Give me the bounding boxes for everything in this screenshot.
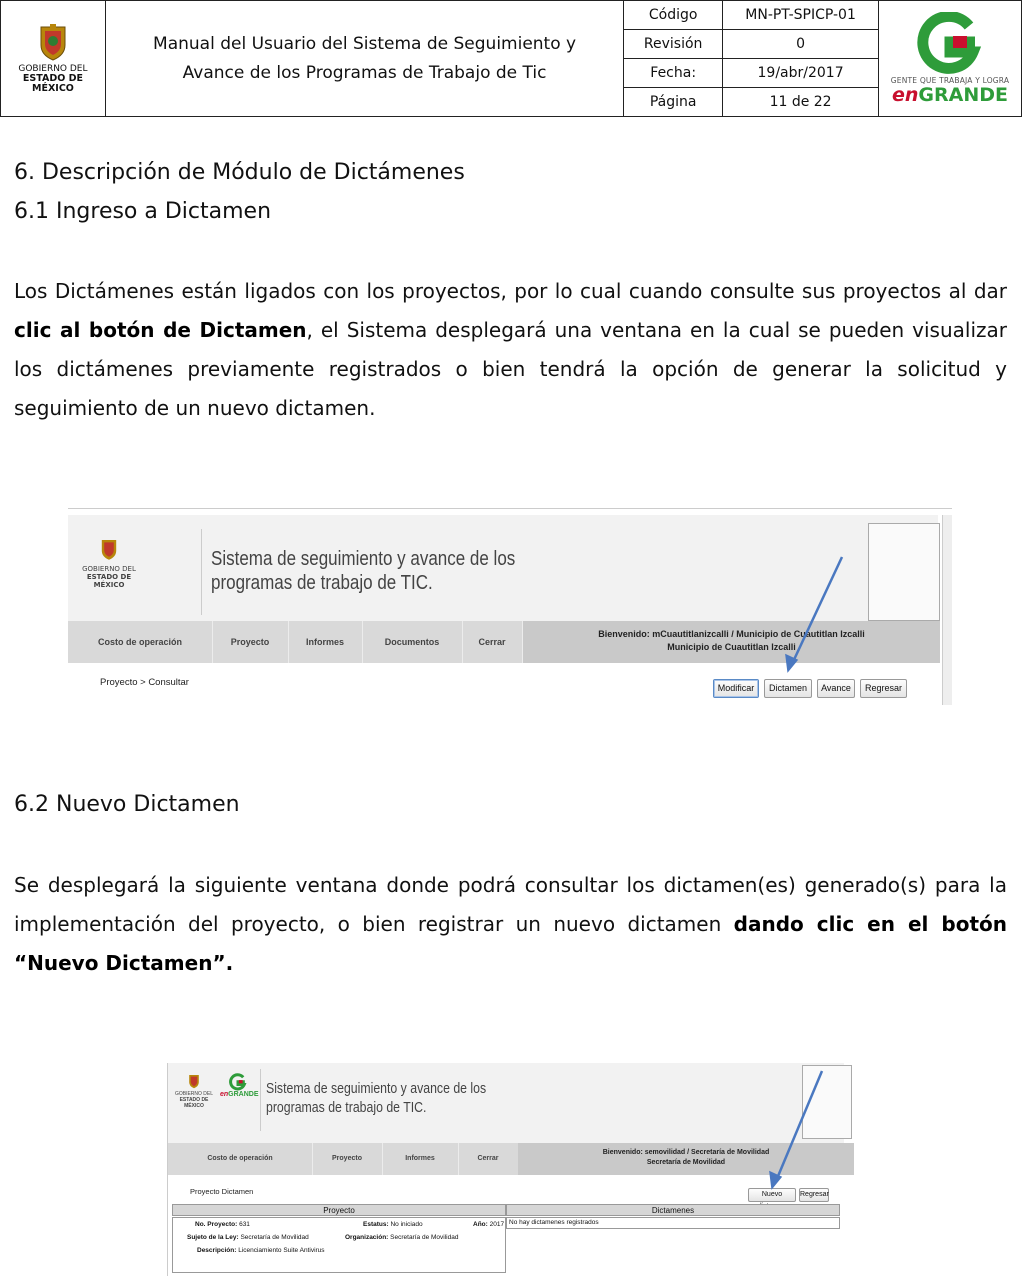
pointer-arrow-icon	[68, 509, 952, 705]
app-title-line2: programas de trabajo de TIC.	[266, 1099, 427, 1116]
organizacion-value: Secretaría de Movilidad	[390, 1234, 459, 1241]
modificar-button[interactable]: Modificar	[713, 679, 759, 698]
meta-label-pagina: Página	[624, 88, 723, 117]
engrande-logo	[879, 12, 1021, 105]
meta-label-fecha: Fecha:	[624, 59, 723, 88]
nav-informes[interactable]: Informes	[288, 621, 363, 663]
no-proyecto-label: No. Proyecto:	[195, 1221, 238, 1228]
app-title-line1: Sistema de seguimiento y avance de los	[211, 548, 516, 570]
dictamenes-empty-message: No hay dictamenes registrados	[506, 1217, 840, 1229]
breadcrumb: Proyecto > Consultar	[100, 677, 189, 688]
meta-value-pagina: 11 de 22	[723, 88, 879, 117]
breadcrumb: Proyecto Dictamen	[190, 1187, 254, 1196]
nav-costo-operacion[interactable]: Costo de operación	[168, 1143, 313, 1175]
descripcion-label: Descripción:	[197, 1247, 237, 1254]
meta-value-codigo: MN-PT-SPICP-01	[723, 1, 879, 30]
app-brand-en: en	[220, 1091, 229, 1098]
document-header	[0, 0, 1022, 117]
no-proyecto-value: 631	[239, 1221, 250, 1228]
brand-en: en	[892, 84, 919, 106]
section-6-1-paragraph	[14, 272, 1007, 428]
section-6-1-heading: 6.1 Ingreso a Dictamen	[14, 199, 272, 224]
screenshot-project-consult	[68, 508, 952, 705]
app-brand-grande: GRANDE	[228, 1091, 259, 1098]
estatus-label: Estatus:	[363, 1221, 389, 1228]
app-title-line2: programas de trabajo de TIC.	[211, 572, 433, 594]
welcome-line2: Secretaría de Movilidad	[646, 1159, 726, 1166]
dictamen-button[interactable]: Dictamen	[764, 679, 812, 698]
para-emphasis: clic al botón de Dictamen	[14, 318, 307, 342]
anio-value: 2017	[489, 1221, 505, 1228]
estatus-value: No iniciado	[390, 1221, 423, 1228]
coat-of-arms-icon	[38, 23, 68, 61]
meta-label-revision: Revisión	[624, 30, 723, 59]
section-6-2-heading: 6.2 Nuevo Dictamen	[14, 792, 240, 817]
brand-logo-cell	[879, 1, 1022, 117]
descripcion-value: Licenciamiento Suite Antivirus	[238, 1247, 325, 1254]
section-6-heading: 6. Descripción de Módulo de Dictámenes	[14, 160, 465, 185]
para-text: , el Sistema desplegará una ventana en la cual se pueden visualizar los dictámenes previamente registrados o bien tendrá la opción de generar la solicitud y seguimiento de un nuevo dictamen.	[14, 318, 1007, 420]
section-6-2-paragraph	[14, 866, 1007, 983]
proyecto-column-header: Proyecto	[172, 1204, 506, 1216]
organizacion-label: Organización:	[345, 1234, 389, 1241]
app-logo-line2: ESTADO DE MÉXICO	[179, 1097, 209, 1109]
pointer-arrow-icon	[168, 1063, 854, 1276]
manual-title-line2: Avance de los Programas de Trabajo de Tic	[182, 62, 547, 83]
gov-logo-line2: ESTADO DE MÉXICO	[22, 73, 83, 94]
app-logo-line1: GOBIERNO DEL	[174, 1091, 214, 1097]
gov-logo	[1, 23, 105, 94]
nav-informes[interactable]: Informes	[382, 1143, 459, 1175]
nav-proyecto[interactable]: Proyecto	[212, 621, 289, 663]
avance-button[interactable]: Avance	[817, 679, 855, 698]
regresar-button[interactable]: Regresar	[860, 679, 907, 698]
screenshot-nuevo-dictamen	[167, 1063, 854, 1276]
brand-tagline: GENTE QUE TRABAJA Y LOGRA	[890, 76, 1010, 85]
sujeto-label: Sujeto de la Ley:	[187, 1234, 239, 1241]
nuevo-dictamen-button[interactable]: Nuevo	[748, 1188, 796, 1202]
nav-documentos[interactable]: Documentos	[362, 621, 463, 663]
para-emphasis: dando clic en el botón “Nuevo Dictamen”.	[14, 912, 1007, 975]
anio-label: Año:	[473, 1221, 488, 1228]
nav-cerrar[interactable]: Cerrar	[458, 1143, 519, 1175]
sujeto-value: Secretaría de Movilidad	[240, 1234, 309, 1241]
brand-wordmark	[892, 85, 1008, 105]
dictamenes-column-header: Dictamenes	[506, 1204, 840, 1216]
g-logo-icon	[917, 12, 983, 74]
manual-title-line1: Manual del Usuario del Sistema de Seguimiento y	[153, 33, 577, 54]
meta-value-fecha: 19/abr/2017	[723, 59, 879, 88]
para-text: Se desplegará la siguiente ventana donde podrá consultar los dictamen(es) generado(s) para la implementación del proyecto, o bien registrar un nuevo dictamen	[14, 873, 1007, 936]
meta-value-revision: 0	[723, 30, 879, 59]
meta-label-codigo: Código	[624, 1, 723, 30]
welcome-line1: Bienvenido: mCuautitlanizcalli / Municipio de Cuautitlan Izcalli	[598, 629, 865, 639]
nav-proyecto[interactable]: Proyecto	[312, 1143, 383, 1175]
nav-cerrar[interactable]: Cerrar	[462, 621, 523, 663]
para-text: Los Dictámenes están ligados con los proyectos, por lo cual cuando consulte sus proyectos al dar	[14, 279, 1007, 303]
app-title-line1: Sistema de seguimiento y avance de los	[266, 1080, 487, 1097]
app-logo-line1: GOBIERNO DEL	[82, 565, 136, 573]
welcome-line2: Municipio de Cuautitlan Izcalli	[667, 642, 796, 652]
app-logo-line2: ESTADO DE MÉXICO	[86, 573, 132, 589]
gov-logo-cell	[1, 1, 106, 117]
welcome-line1: Bienvenido: semovilidad / Secretaría de Movilidad	[602, 1149, 770, 1156]
nav-costo-operacion[interactable]: Costo de operación	[68, 621, 213, 663]
gov-logo-line1: GOBIERNO DEL	[18, 64, 88, 74]
regresar-button[interactable]: Regresar	[799, 1188, 829, 1202]
brand-grande: GRANDE	[918, 84, 1009, 106]
manual-title	[105, 1, 623, 117]
